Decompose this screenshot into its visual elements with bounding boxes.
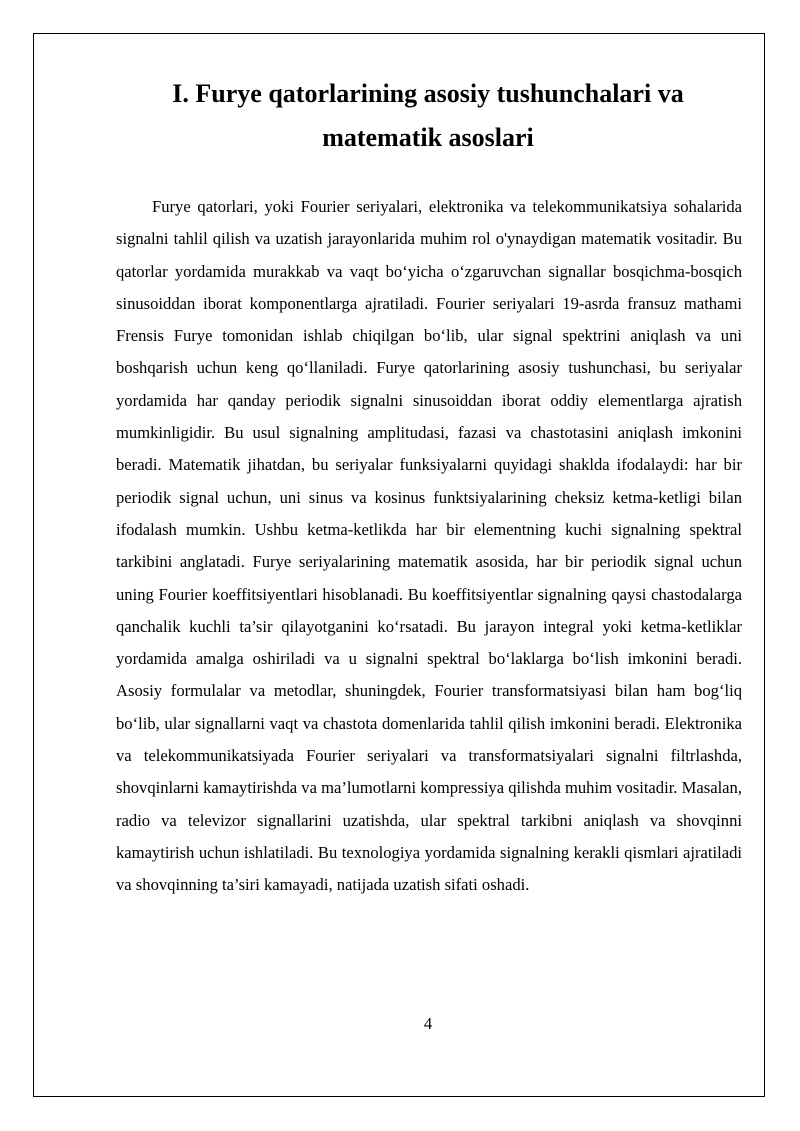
heading-line-1: I. Furye qatorlarining asosiy tushunchalari va <box>172 79 684 108</box>
body-paragraph: Furye qatorlari, yoki Fourier seriyalari, elektronika va telekommunikatsiya sohalarida signalni tahlil qilish va uzatish jarayonlarida muhim rol o'ynaydigan matematik vositadir. Bu qatorlar yordamida murakkab va vaqt bo‘yicha o‘zgaruvchan signallar bosqichma-bosqich sinusoiddan iborat komponentlarga ajratiladi. Fourier seriyalari 19-asrda fransuz mathami Frensis Furye tomonidan ishlab chiqilgan bo‘lib, ular signal spektrini aniqlash va uni boshqarish uchun keng qo‘llaniladi. Furye qatorlarining asosiy tushunchasi, bu seriyalar yordamida har qanday periodik signalni sinusoiddan iborat oddiy elementlarga ajratish mumkinligidir. Bu usul signalning amplitudasi, fazasi va chastotasini aniqlash imkonini beradi. Matematik jihatdan, bu seriyalar funksiyalarni quyidagi shaklda ifodalaydi: har bir periodik signal uchun, uni sinus va kosinus funktsiyalarining cheksiz ketma-ketligi bilan ifodalash mumkin. Ushbu ketma-ketlikda har bir elementning kuchi signalning spektral tarkibini anglatadi. Furye seriyalarining matematik asosida, har bir periodik signal uchun uning Fourier koeffitsiyentlari hisoblanadi. Bu koeffitsiyentlar signalning qaysi chastodalarga qanchalik kuchli ta’sir qilayotganini ko‘rsatadi. Bu jarayon integral yoki ketma-ketliklar yordamida amalga oshiriladi va u signalni spektral bo‘laklarga bo‘lish imkonini beradi. Asosiy formulalar va metodlar, shuningdek, Fourier transformatsiyasi bilan ham bog‘liq bo‘lib, ular signallarni vaqt va chastota domenlarida tahlil qilish imkonini beradi. Elektronika va telekommunikatsiyada Fourier seriyalari va transformatsiyalari signalni filtrlashda, shovqinlarni kamaytirishda va ma’lumotlarni kompressiya qilishda muhim vositadir. Masalan, radio va televizor signallarini uzatishda, ular spektral tarkibni aniqlash va shovqinni kamaytirish uchun ishlatiladi. Bu texnologiya yordamida signalning kerakli qismlari ajratiladi va shovqinning ta’siri kamayadi, natijada uzatish sifati oshadi. <box>116 197 742 895</box>
page-number: 4 <box>423 1014 433 1033</box>
section-heading <box>100 72 756 160</box>
heading-line-2: matematik asoslari <box>322 123 534 152</box>
